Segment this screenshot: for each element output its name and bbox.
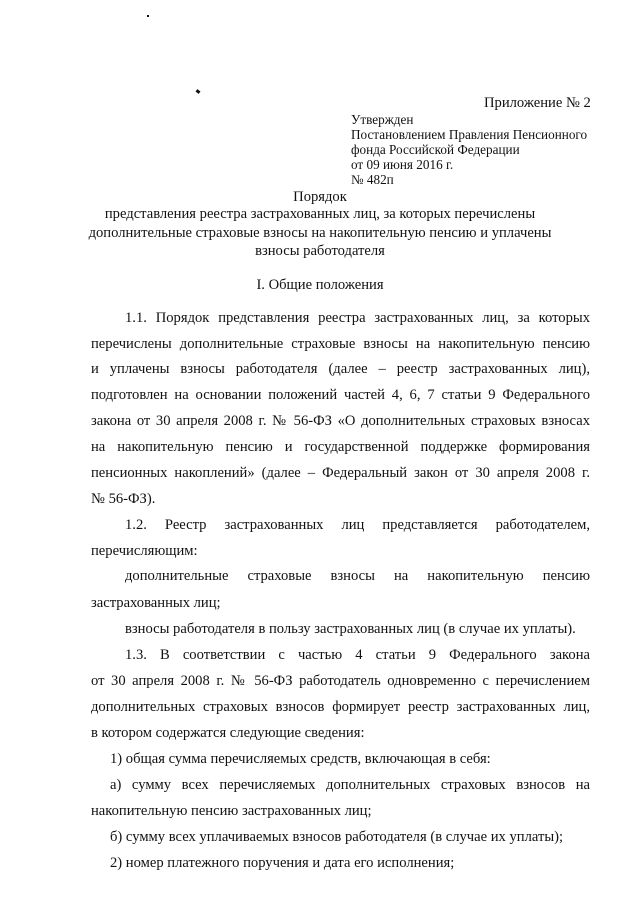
body-line: б) сумму всех уплачиваемых взносов работодателя (в случае их уплаты); — [110, 829, 564, 845]
body-line: и уплачены взносы работодателя (далее – реестр застрахованных лиц), — [91, 361, 590, 377]
body-line: дополнительных страховых взносов формирует реестр застрахованных лиц, — [91, 699, 590, 715]
body-line: застрахованных лиц; — [91, 595, 221, 611]
body-line: от 30 апреля 2008 г. № 56-ФЗ работодатель одновременно с перечислением — [91, 673, 590, 689]
document-subtitle-line: взносы работодателя — [255, 243, 385, 259]
approval-line: от 09 июня 2016 г. — [351, 157, 454, 172]
body-line: на накопительную пенсию и государственной поддержке формирования — [91, 439, 590, 455]
body-line: 1.3. В соответствии с частью 4 статьи 9 Федерального закона — [125, 647, 590, 663]
scan-speck — [196, 89, 201, 94]
body-line: № 56-ФЗ). — [91, 491, 156, 507]
appendix-label: Приложение № 2 — [484, 95, 591, 111]
section-heading: I. Общие положения — [256, 277, 384, 293]
approval-line: Утвержден — [351, 112, 414, 127]
body-line: перечислены дополнительные страховые взносы на накопительную пенсию — [91, 336, 590, 352]
scan-speck — [147, 15, 149, 17]
body-line: 1.2. Реестр застрахованных лиц представляется работодателем, — [125, 517, 590, 533]
body-line: перечисляющим: — [91, 543, 198, 559]
approval-line: № 482п — [351, 172, 394, 187]
body-line: 2) номер платежного поручения и дата его исполнения; — [110, 855, 455, 871]
body-line: взносы работодателя в пользу застрахованных лиц (в случае их уплаты). — [125, 621, 576, 637]
body-line: закона от 30 апреля 2008 г. № 56-ФЗ «О дополнительных страховых взносах — [91, 413, 590, 429]
body-line: дополнительные страховые взносы на накопительную пенсию — [125, 568, 590, 584]
document-title: Порядок — [293, 189, 347, 205]
document-subtitle-line: дополнительные страховые взносы на накопительную пенсию и уплачены — [88, 225, 552, 241]
body-line: а) сумму всех перечисляемых дополнительных страховых взносов на — [110, 777, 590, 793]
approval-line: Постановлением Правления Пенсионного — [351, 127, 588, 142]
body-line: в котором содержатся следующие сведения: — [91, 725, 365, 741]
approval-line: фонда Российской Федерации — [351, 142, 520, 157]
body-line: накопительную пенсию застрахованных лиц; — [91, 803, 372, 819]
body-line: 1) общая сумма перечисляемых средств, включающая в себя: — [110, 751, 491, 767]
body-line: 1.1. Порядок представления реестра застрахованных лиц, за которых — [125, 310, 590, 326]
body-line: подготовлен на основании положений частей 4, 6, 7 статьи 9 Федерального — [91, 387, 590, 403]
document-subtitle-line: представления реестра застрахованных лиц, за которых перечислены — [104, 206, 536, 222]
body-line: пенсионных накоплений» (далее – Федеральный закон от 30 апреля 2008 г. — [91, 465, 590, 481]
